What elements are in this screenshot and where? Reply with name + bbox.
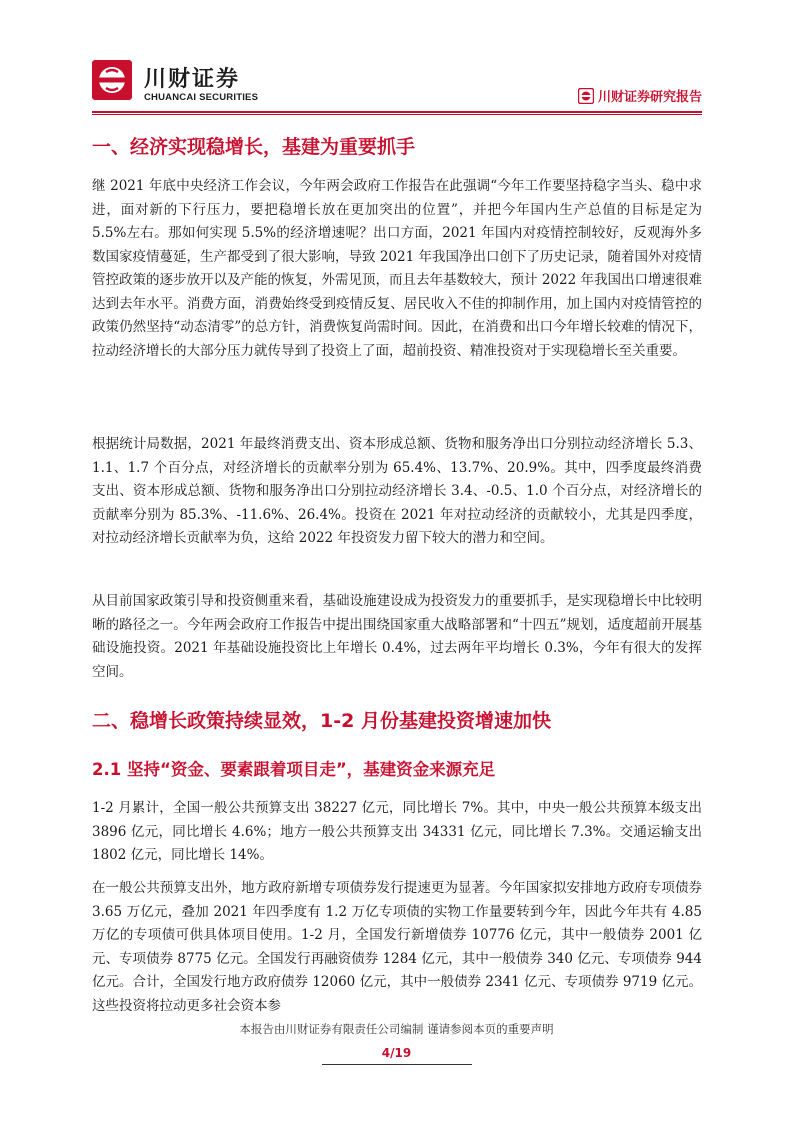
header-divider-thin <box>92 114 702 115</box>
section-2-title: 二、稳增长政策持续显效，1-2 月份基建投资增速加快 <box>92 710 551 732</box>
section-1-paragraph-3: 从目前国家政策引导和投资侧重来看，基础设施建设成为投资发力的重要抓手，是实现稳增长中比较明晰的路径之一。今年两会政府工作报告中提出围绕国家重大战略部署和“十四五”规划，适度超前开展基础设施投资。2021 年基础设施投资比上年增长 0.4%，过去两年平均增长 0.3%，今年有很大的发挥空间。 <box>92 593 702 680</box>
page-header <box>92 52 702 112</box>
chuancai-logo-icon <box>92 60 132 100</box>
section-2-1-paragraph-2: 在一般公共预算支出外，地方政府新增专项债券发行提速更为显著。今年国家拟安排地方政府专项债券 3.65 万亿元，叠加 2021 年四季度有 1.2 万亿专项债的实物工作量要转到今年，因此今年共有 4.85 万亿的专项债可供具体项目使用。1-2 月，全国发行新增债券 10776 亿元，其中一般债券 2001 亿元、专项债券 8775 亿元。全国发行再融资债券 1284 亿元，其中一般债券 340 亿元、专项债券 944 亿元。合计，全国发行地方政府债券 12060 亿元，其中一般债券 2341 亿元、专项债券 9719 亿元。这些投资将拉动更多社会资本参 <box>92 880 702 1014</box>
report-tag-text: 川财证券研究报告 <box>597 90 702 105</box>
section-2-1-paragraph-1: 1-2 月累计，全国一般公共预算支出 38227 亿元，同比增长 7%。其中，中央一般公共预算本级支出 3896 亿元，同比增长 4.6%；地方一般公共预算支出 34331 亿元，同比增长 7.3%。交通运输支出 1802 亿元，同比增长 14%。 <box>92 800 702 863</box>
report-tag <box>578 86 702 105</box>
header-divider <box>92 111 702 113</box>
section-1-paragraph-1: 继 2021 年底中央经济工作会议，今年两会政府工作报告在此强调“今年工作要坚持稳字当头、稳中求进，面对新的下行压力，要把稳增长放在更加突出的位置”，并把今年国内生产总值的目标是定为 5.5%左右。那如何实现 5.5%的经济增速呢？出口方面，2021 年国内对疫情控制较好，反观海外多数国家疫情蔓延，生产都受到了很大影响，导致 2021 年我国净出口创下了历史记录，随着国外对疫情管控政策的逐步放开以及产能的恢复，外需见顶，而且去年基数较大，预计 2022 年我国出口增速很难达到去年水平。消费方面，消费始终受到疫情反复、居民收入不佳的抑制作用，加上国内对疫情管控的政策仍然坚持“动态清零”的总方针，消费恢复尚需时间。因此，在消费和出口今年增长较难的情况下，拉动经济增长的大部分压力就传导到了投资上了面，超前投资、精准投资对于实现稳增长至关重要。 <box>92 178 702 359</box>
section-2-1-title: 2.1 坚持“资金、要素跟着项目走”，基建资金来源充足 <box>92 760 496 779</box>
section-1-title: 一、经济实现稳增长，基建为重要抓手 <box>92 136 416 158</box>
logo-english-name: CHUANCAI SECURITIES <box>144 92 259 103</box>
page-number-underline <box>322 1064 472 1065</box>
footer-disclaimer: 本报告由川财证券有限责任公司编制 谨请参阅本页的重要声明 <box>239 1022 554 1036</box>
logo-chinese-name: 川财证券 <box>144 67 241 92</box>
section-1-paragraph-2: 根据统计局数据，2021 年最终消费支出、资本形成总额、货物和服务净出口分别拉动经济增长 5.3、1.1、1.7 个百分点，对经济增长的贡献率分别为 65.4%、13.7%、20.9%。其中，四季度最终消费支出、资本形成总额、货物和服务净出口分别拉动经济增长 3.4、-0.5、1.0 个百分点，对经济增长的贡献率分别为 85.3%、-11.6%、26.4%。投资在 2021 年对拉动经济的贡献较小，尤其是四季度，对拉动经济增长贡献率为负，这给 2022 年投资发力留下较大的潜力和空间。 <box>92 436 702 546</box>
page-number: 4/19 <box>381 1046 412 1060</box>
report-mark-icon <box>578 88 594 104</box>
